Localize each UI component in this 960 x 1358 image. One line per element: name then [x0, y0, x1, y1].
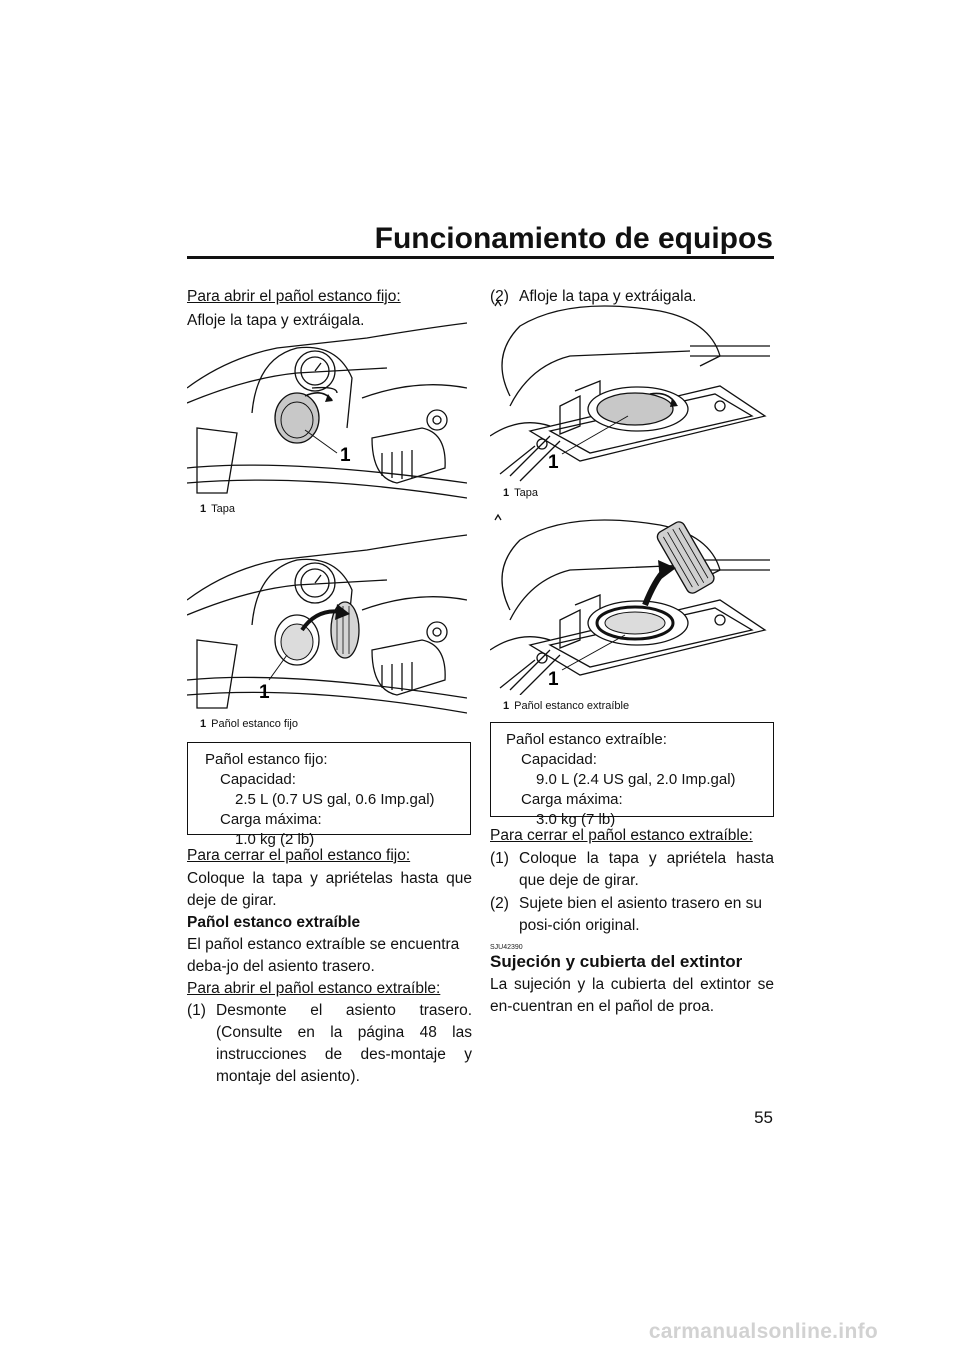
close-removable-heading: Para cerrar el pañol estanco extraíble:	[490, 827, 753, 844]
open-removable-step-1	[187, 1000, 472, 1088]
removable-text: El pañol estanco extraíble se encuentra deba-jo del asiento trasero.	[187, 936, 460, 975]
step-1-number: (1)	[187, 1002, 206, 1019]
close-step-2-number: (2)	[490, 895, 509, 912]
section-title: Sujeción y cubierta del extintor	[490, 952, 743, 971]
fig1-caption-text: Tapa	[211, 503, 235, 515]
figure-fixed-cap	[187, 318, 467, 500]
step-2-text: Afloje la tapa y extráigala.	[519, 288, 697, 305]
figure-fixed-compartment	[187, 530, 467, 715]
fig2-caption-num: 1	[200, 718, 207, 730]
fig4-caption-text: Pañol estanco extraíble	[514, 700, 630, 712]
fig2-caption	[200, 717, 298, 731]
figure-removable-cap	[490, 296, 770, 482]
fig3-callout: 1	[548, 452, 559, 473]
rear-seat-compartment-illustration	[490, 296, 770, 482]
spec-removable-capacity-value: 9.0 L (2.4 US gal, 2.0 Imp.gal)	[536, 771, 736, 788]
spec-fixed-capacity-value: 2.5 L (0.7 US gal, 0.6 Imp.gal)	[235, 791, 435, 808]
open-fixed-text: Afloje la tapa y extráigala.	[187, 312, 365, 329]
open-fixed-heading: Para abrir el pañol estanco fijo:	[187, 288, 401, 305]
fig3-caption	[503, 486, 538, 500]
spec-box-removable	[490, 722, 774, 828]
close-fixed-text: Coloque la tapa y apriételas hasta que deje de girar.	[187, 870, 472, 909]
close-fixed-heading: Para cerrar el pañol estanco fijo:	[187, 847, 411, 864]
fig4-callout: 1	[548, 669, 559, 690]
fig2-callout: 1	[259, 682, 270, 703]
spec-removable-capacity-label: Capacidad:	[521, 751, 597, 768]
jetski-dashboard-illustration	[187, 318, 467, 500]
spec-box-fixed	[187, 742, 471, 848]
fig3-caption-text: Tapa	[514, 487, 538, 499]
header-rule	[187, 256, 774, 259]
close-step-1-text: Coloque la tapa y apriétela hasta que deje de girar.	[519, 850, 774, 889]
fig1-callout: 1	[340, 445, 351, 466]
fig1-caption-num: 1	[200, 503, 207, 515]
document-code: SJU42390	[490, 944, 523, 951]
step-1-text: Desmonte el asiento trasero. (Consulte en la página 48 las instrucciones de des-montaje y montaje del asiento).	[216, 1002, 472, 1085]
watermark: carmanualsonline.info	[648, 1320, 878, 1343]
fig2-caption-text: Pañol estanco fijo	[211, 718, 298, 730]
removable-heading: Pañol estanco extraíble	[187, 914, 361, 931]
right-column-bottom	[490, 825, 774, 1018]
fig1-caption	[200, 502, 235, 516]
page-header-title: Funcionamiento de equipos	[374, 222, 773, 255]
fig4-caption	[503, 699, 629, 713]
left-column-bottom	[187, 845, 472, 1088]
close-removable-step-1	[490, 848, 774, 892]
fig4-caption-num: 1	[503, 700, 510, 712]
rear-seat-compartment-open-illustration	[490, 510, 770, 695]
spec-removable-max-load-value: 3.0 kg (7 lb)	[536, 811, 616, 828]
spec-removable-max-load-label: Carga máxima:	[521, 791, 623, 808]
spec-removable-title: Pañol estanco extraíble:	[506, 731, 667, 748]
spec-fixed-capacity-label: Capacidad:	[220, 771, 296, 788]
close-step-1-number: (1)	[490, 850, 509, 867]
spec-fixed-max-load-label: Carga máxima:	[220, 811, 322, 828]
section-text: La sujeción y la cubierta del extintor se en-cuentran en el pañol de proa.	[490, 976, 774, 1015]
spec-fixed-max-load-value: 1.0 kg (2 lb)	[235, 831, 315, 848]
close-removable-step-2	[490, 893, 774, 937]
open-removable-heading: Para abrir el pañol estanco extraíble:	[187, 980, 441, 997]
step-2-number: (2)	[490, 288, 509, 305]
spec-fixed-title: Pañol estanco fijo:	[205, 751, 328, 768]
close-step-2-text: Sujete bien el asiento trasero en su posi-ción original.	[519, 895, 762, 934]
fig3-caption-num: 1	[503, 487, 510, 499]
page-number: 55	[754, 1108, 773, 1127]
figure-removable-compartment	[490, 510, 770, 695]
jetski-dashboard-open-illustration	[187, 530, 467, 715]
